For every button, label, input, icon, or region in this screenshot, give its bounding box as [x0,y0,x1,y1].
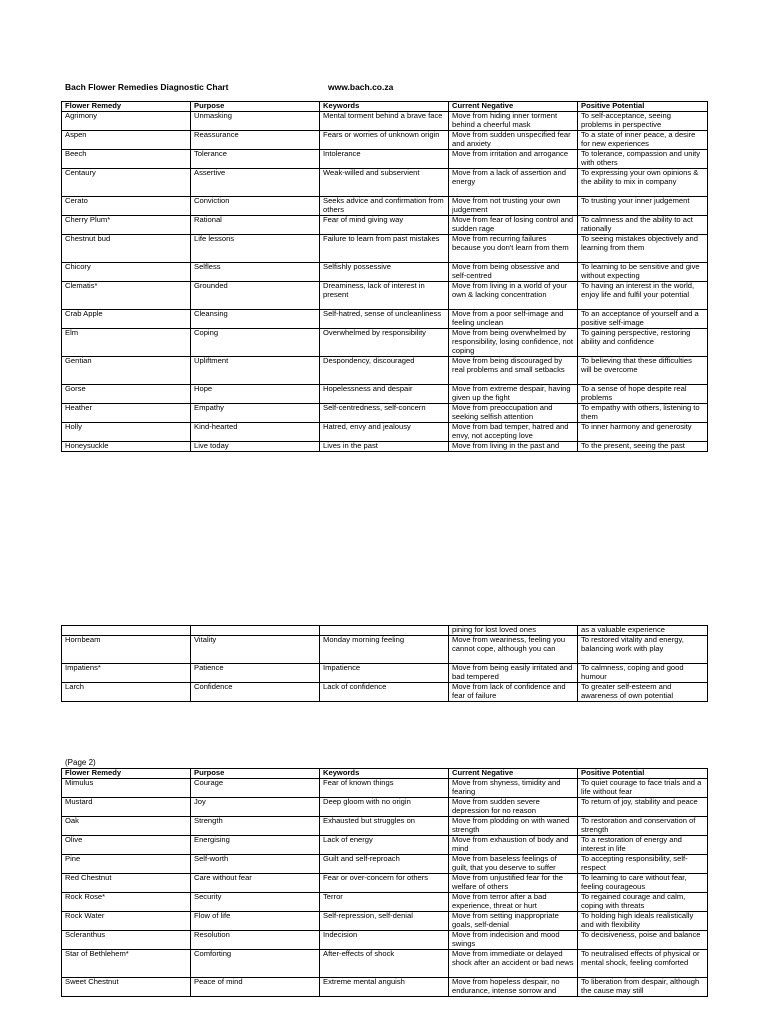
cell-keywords: Lives in the past [320,441,449,451]
cell-keywords: Impatience [320,663,449,682]
cell-positive: To believing that these difficulties will be overcome [578,356,708,384]
cell-negative: Move from plodding on with waned strength [449,816,578,835]
cell-positive: To calmness, coping and good humour [578,663,708,682]
cell-purpose: Coping [191,328,320,356]
table-row [62,281,708,309]
cell-purpose: Care without fear [191,873,320,892]
cell-negative: Move from extreme despair, having given up the fight [449,384,578,403]
cell-negative: Move from being discouraged by real problems and small setbacks [449,356,578,384]
cell-keywords: Weak-willed and subservient [320,168,449,196]
cell-negative: Move from not trusting your own judgement [449,196,578,215]
cell-negative: Move from preoccupation and seeking selfish attention [449,403,578,422]
cell-negative: Move from sudden severe depression for no reason [449,797,578,816]
cell-negative: Move from immediate or delayed shock after an accident or bad news [449,949,578,977]
cell-remedy: Cerato [62,196,191,215]
remedies-table-2 [61,625,708,702]
cell-positive: To quiet courage to face trials and a life without fear [578,778,708,797]
cell-keywords: Fear of mind giving way [320,215,449,234]
table-row [62,635,708,663]
cell-positive: To accepting responsibility, self-respect [578,854,708,873]
cell-keywords: Despondency, discouraged [320,356,449,384]
table-row [62,262,708,281]
cell-negative: Move from living in a world of your own & lacking concentration [449,281,578,309]
cell-negative: Move from terror after a bad experience, threat or hurt [449,892,578,911]
cell-positive: To learning to be sensitive and give without expecting [578,262,708,281]
table-row [62,384,708,403]
cell-remedy: Impatiens* [62,663,191,682]
header-keywords: Keywords [320,102,449,112]
cell-keywords: Fear of known things [320,778,449,797]
cell-keywords: Extreme mental anguish [320,977,449,996]
cell-negative: Move from exhaustion of body and mind [449,835,578,854]
cell-positive: To having an interest in the world, enjoy life and fulfil your potential [578,281,708,309]
cell-keywords: Deep gloom with no origin [320,797,449,816]
cell-remedy: Chicory [62,262,191,281]
cell-purpose: Live today [191,441,320,451]
header-keywords: Keywords [320,769,449,779]
table-row [62,949,708,977]
table-row [62,356,708,384]
cell-remedy: Gentian [62,356,191,384]
cell-remedy: Honeysuckle [62,441,191,451]
cell-negative: Move from fear of losing control and sudden rage [449,215,578,234]
table-row [62,778,708,797]
cell-purpose: Energising [191,835,320,854]
table-row [62,930,708,949]
page-2-label: (Page 2) [65,758,96,767]
cell-negative: Move from sudden unspecified fear and anxiety [449,130,578,149]
cell-keywords: Lack of energy [320,835,449,854]
cell-purpose: Confidence [191,682,320,701]
table-row [62,892,708,911]
cell-purpose: Tolerance [191,149,320,168]
cell-positive: To neutralised effects of physical or mental shock, feeling comforted [578,949,708,977]
cell-keywords: Exhausted but struggles on [320,816,449,835]
remedies-table-1 [61,101,708,452]
cell-keywords: Lack of confidence [320,682,449,701]
header-positive-potential: Positive Potential [578,769,708,779]
cell-keywords: Indecision [320,930,449,949]
cell-positive: as a valuable experience [578,626,708,636]
table-row [62,441,708,451]
table-header-row [62,102,708,112]
cell-keywords: Failure to learn from past mistakes [320,234,449,262]
cell-positive: To inner harmony and generosity [578,422,708,441]
cell-remedy: Elm [62,328,191,356]
cell-positive: To a state of inner peace, a desire for new experiences [578,130,708,149]
cell-keywords: Intolerance [320,149,449,168]
remedies-table-3 [61,768,708,997]
cell-purpose: Patience [191,663,320,682]
table-row [62,835,708,854]
cell-positive: To trusting your inner judgement [578,196,708,215]
cell-purpose: Reassurance [191,130,320,149]
cell-positive: To restoration and conservation of strength [578,816,708,835]
chart-title: Bach Flower Remedies Diagnostic Chart [65,82,229,92]
cell-positive: To decisiveness, poise and balance [578,930,708,949]
cell-positive: To greater self-esteem and awareness of own potential [578,682,708,701]
table-row [62,215,708,234]
cell-remedy: Olive [62,835,191,854]
cell-positive: To an acceptance of yourself and a positive self-image [578,309,708,328]
table-row [62,682,708,701]
cell-purpose: Strength [191,816,320,835]
cell-purpose: Assertive [191,168,320,196]
cell-purpose: Life lessons [191,234,320,262]
cell-keywords: Mental torment behind a brave face [320,111,449,130]
cell-positive: To regained courage and calm, coping with threats [578,892,708,911]
cell-remedy: Hornbeam [62,635,191,663]
table-row [62,168,708,196]
cell-remedy: Sweet Chestnut [62,977,191,996]
cell-keywords: Selfishly possessive [320,262,449,281]
cell-purpose [191,626,320,636]
cell-purpose: Rational [191,215,320,234]
cell-positive: To liberation from despair, although the cause may still [578,977,708,996]
cell-purpose: Vitality [191,635,320,663]
cell-negative: Move from hopeless despair, no endurance, intense sorrow and [449,977,578,996]
cell-purpose: Upliftment [191,356,320,384]
table-row [62,422,708,441]
table-header-row [62,769,708,779]
cell-keywords: After-effects of shock [320,949,449,977]
cell-negative: Move from baseless feelings of guilt, that you deserve to suffer [449,854,578,873]
cell-keywords: Fears or worries of unknown origin [320,130,449,149]
cell-remedy: Chestnut bud [62,234,191,262]
cell-negative: Move from shyness, timidity and fearing [449,778,578,797]
cell-remedy: Beech [62,149,191,168]
header-positive-potential: Positive Potential [578,102,708,112]
cell-negative: Move from indecision and mood swings [449,930,578,949]
cell-keywords: Hatred, envy and jealousy [320,422,449,441]
cell-purpose: Flow of life [191,911,320,930]
cell-purpose: Comforting [191,949,320,977]
cell-negative: Move from being easily irritated and bad tempered [449,663,578,682]
cell-keywords: Terror [320,892,449,911]
cell-negative: Move from hiding inner torment behind a cheerful mask [449,111,578,130]
cell-remedy [62,626,191,636]
cell-negative: Move from living in the past and [449,441,578,451]
cell-purpose: Self-worth [191,854,320,873]
cell-positive: To a restoration of energy and interest in life [578,835,708,854]
header-current-negative: Current Negative [449,769,578,779]
cell-keywords: Guilt and self-reproach [320,854,449,873]
table-row [62,663,708,682]
table-row [62,977,708,996]
cell-purpose: Selfless [191,262,320,281]
cell-keywords [320,626,449,636]
cell-remedy: Centaury [62,168,191,196]
cell-positive: To empathy with others, listening to them [578,403,708,422]
header-purpose: Purpose [191,102,320,112]
cell-keywords: Hopelessness and despair [320,384,449,403]
cell-positive: To seeing mistakes objectively and learning from them [578,234,708,262]
table-row [62,328,708,356]
cell-keywords: Dreaminess, lack of interest in present [320,281,449,309]
cell-positive: To expressing your own opinions & the ability to mix in company [578,168,708,196]
cell-positive: To tolerance, compassion and unity with others [578,149,708,168]
cell-negative: pining for lost loved ones [449,626,578,636]
cell-positive: To return of joy, stability and peace [578,797,708,816]
table-row [62,111,708,130]
table-row [62,234,708,262]
cell-remedy: Clematis* [62,281,191,309]
cell-negative: Move from recurring failures because you don't learn from them [449,234,578,262]
table-row [62,309,708,328]
cell-negative: Move from unjustified fear for the welfare of others [449,873,578,892]
cell-purpose: Unmasking [191,111,320,130]
cell-negative: Move from being obsessive and self-centred [449,262,578,281]
cell-remedy: Pine [62,854,191,873]
cell-remedy: Star of Bethlehem* [62,949,191,977]
header-current-negative: Current Negative [449,102,578,112]
cell-positive: To restored vitality and energy, balancing work with play [578,635,708,663]
cell-keywords: Overwhelmed by responsibility [320,328,449,356]
cell-keywords: Self-hatred, sense of uncleanliness [320,309,449,328]
cell-purpose: Empathy [191,403,320,422]
continuation-row [62,626,708,636]
cell-remedy: Rock Rose* [62,892,191,911]
cell-negative: Move from setting inappropriate goals, self-denial [449,911,578,930]
header-flower-remedy: Flower Remedy [62,769,191,779]
table-row [62,130,708,149]
cell-purpose: Conviction [191,196,320,215]
cell-remedy: Heather [62,403,191,422]
cell-negative: Move from lack of confidence and fear of failure [449,682,578,701]
cell-remedy: Cherry Plum* [62,215,191,234]
cell-positive: To holding high ideals realistically and with flexibility [578,911,708,930]
cell-purpose: Hope [191,384,320,403]
cell-remedy: Holly [62,422,191,441]
cell-purpose: Security [191,892,320,911]
table-row [62,854,708,873]
cell-purpose: Cleansing [191,309,320,328]
cell-keywords: Fear or over-concern for others [320,873,449,892]
cell-remedy: Larch [62,682,191,701]
cell-negative: Move from a lack of assertion and energy [449,168,578,196]
header-flower-remedy: Flower Remedy [62,102,191,112]
cell-remedy: Rock Water [62,911,191,930]
cell-negative: Move from being overwhelmed by responsibility, losing confidence, not coping [449,328,578,356]
cell-positive: To learning to care without fear, feeling courageous [578,873,708,892]
cell-remedy: Oak [62,816,191,835]
table-row [62,797,708,816]
cell-remedy: Mimulus [62,778,191,797]
cell-keywords: Monday morning feeling [320,635,449,663]
cell-positive: To gaining perspective, restoring ability and confidence [578,328,708,356]
cell-purpose: Peace of mind [191,977,320,996]
cell-purpose: Kind-hearted [191,422,320,441]
cell-remedy: Crab Apple [62,309,191,328]
cell-negative: Move from a poor self-image and feeling unclean [449,309,578,328]
header-purpose: Purpose [191,769,320,779]
cell-positive: To calmness and the ability to act rationally [578,215,708,234]
cell-remedy: Agrimony [62,111,191,130]
table-row [62,911,708,930]
cell-remedy: Red Chestnut [62,873,191,892]
table-row [62,149,708,168]
table-row [62,403,708,422]
website-url[interactable]: www.bach.co.za [328,82,394,92]
cell-remedy: Aspen [62,130,191,149]
table-row [62,196,708,215]
cell-purpose: Joy [191,797,320,816]
cell-positive: To self-acceptance, seeing problems in perspective [578,111,708,130]
table-row [62,873,708,892]
cell-remedy: Mustard [62,797,191,816]
cell-negative: Move from bad temper, hatred and envy, not accepting love [449,422,578,441]
table-row [62,816,708,835]
cell-purpose: Courage [191,778,320,797]
cell-keywords: Seeks advice and confirmation from others [320,196,449,215]
cell-remedy: Gorse [62,384,191,403]
cell-positive: To a sense of hope despite real problems [578,384,708,403]
cell-keywords: Self-centredness, self-concern [320,403,449,422]
cell-purpose: Resolution [191,930,320,949]
cell-negative: Move from weariness, feeling you cannot cope, although you can [449,635,578,663]
cell-keywords: Self-repression, self-denial [320,911,449,930]
cell-positive: To the present, seeing the past [578,441,708,451]
cell-negative: Move from irritation and arrogance [449,149,578,168]
cell-remedy: Scleranthus [62,930,191,949]
cell-purpose: Grounded [191,281,320,309]
